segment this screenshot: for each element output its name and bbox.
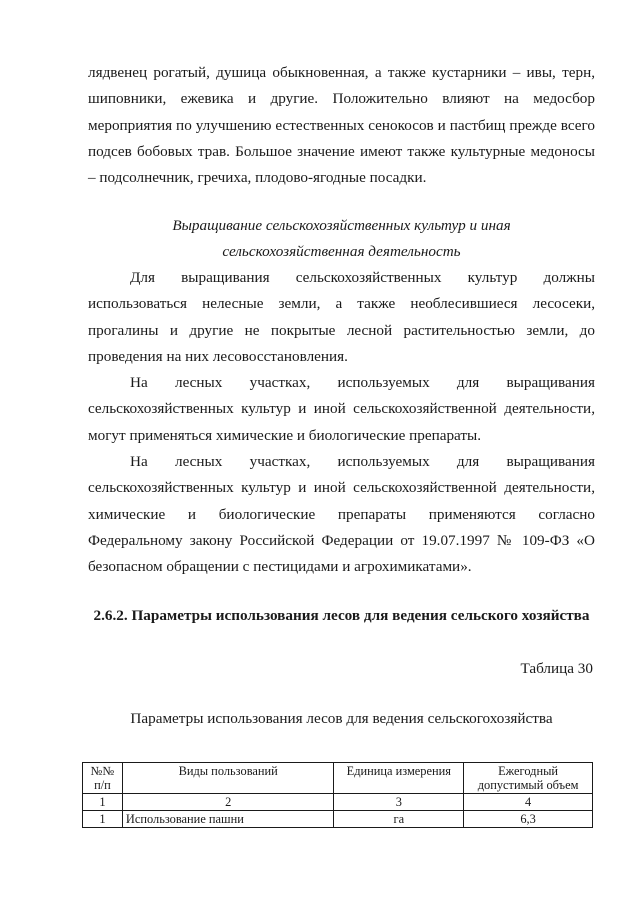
index-cell: 4 — [464, 794, 593, 811]
row-number-cell: 1 — [83, 811, 123, 828]
header-unit: Единица измерения — [334, 763, 464, 794]
row-unit-cell: га — [334, 811, 464, 828]
index-cell: 2 — [122, 794, 334, 811]
intro-paragraph-block — [88, 60, 595, 191]
section-heading: 2.6.2. Параметры использования лесов для ведения сельского хозяйства — [93, 607, 590, 624]
table-number: Таблица 30 — [520, 660, 593, 677]
table-header-row — [83, 763, 593, 794]
header-number: №№ п/п — [83, 763, 123, 794]
row-use-type-cell: Использование пашни — [122, 811, 334, 828]
header-annual-volume: Ежегодный допустимый объем — [464, 763, 593, 794]
table-index-row — [83, 794, 593, 811]
paragraph-federal-law: На лесных участках, используемых для выращивания сельскохозяйственных культур и иной сельскохозяйственной деятельности, химические и биологические препараты применяются согласно Федеральному закону Российской Федерации от 19.07.1997 № 109-ФЗ «О безопасном обращении с пестицидами и агрохимикатами». — [88, 453, 595, 576]
subheading-line-1: Выращивание сельскохозяйственных культур и иная — [172, 217, 511, 234]
index-cell: 1 — [83, 794, 123, 811]
parameters-table — [82, 762, 593, 828]
index-cell: 3 — [334, 794, 464, 811]
paragraph-nonforest-lands: Для выращивания сельскохозяйственных культур должны использоваться нелесные земли, а также необлесившиеся лесосеки, прогалины и другие не покрытые лесной растительностью земли, до проведения на них лесовосстановления. — [88, 269, 595, 365]
subheading-line-2: сельскохозяйственная деятельность — [222, 243, 461, 260]
table-title: Параметры использования лесов для ведения сельскогохозяйства — [130, 710, 553, 727]
row-volume-cell: 6,3 — [464, 811, 593, 828]
paragraph-chemicals-allowed: На лесных участках, используемых для выращивания сельскохозяйственных культур и иной сельскохозяйственной деятельности, могут применяться химические и биологические препараты. — [88, 374, 595, 444]
intro-paragraph: лядвенец рогатый, душица обыкновенная, а также кустарники – ивы, терн, шиповники, ежевика и другие. Положительно влияют на медосбор мероприятия по улучшению естественных сенокосов и пастбищ прежде всего подсев бобовых трав. Большое значение имеют также культурные медоносы – подсолнечник, гречиха, плодово-ягодные посадки. — [88, 64, 595, 187]
table-row — [83, 811, 593, 828]
main-paragraph-block — [88, 265, 595, 581]
header-use-type: Виды пользований — [122, 763, 334, 794]
